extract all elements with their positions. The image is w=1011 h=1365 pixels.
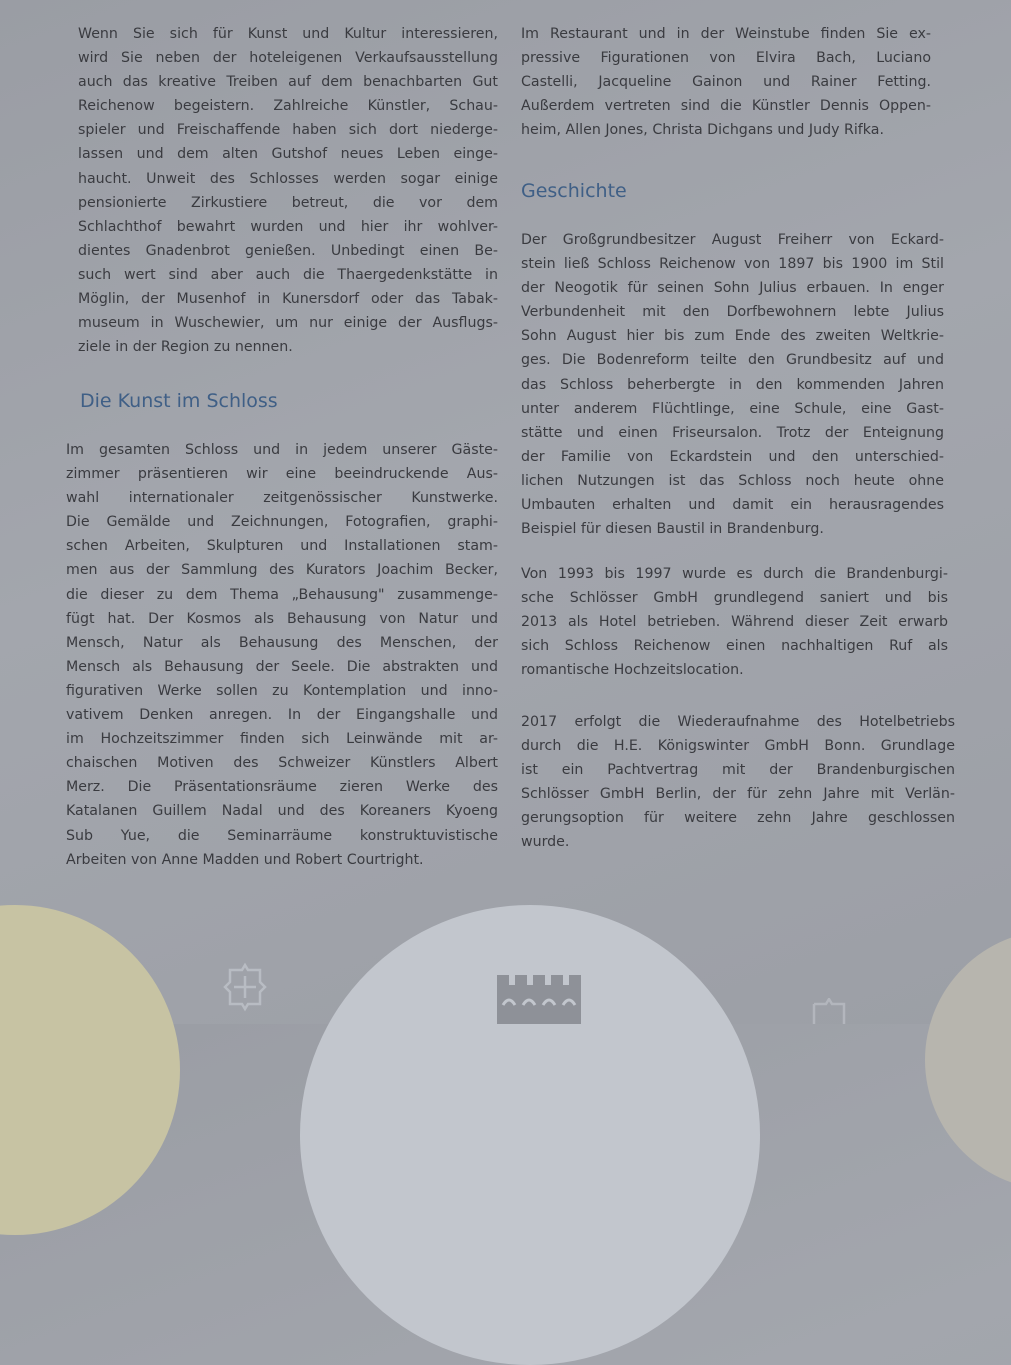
text-line: Beispiel für diesen Baustil in Brandenburg. bbox=[521, 521, 824, 538]
text-line: dientes Gnadenbrot genießen. Unbedingt einen Be- bbox=[78, 242, 498, 259]
text-line: heim, Allen Jones, Christa Dichgans und Judy Rifka. bbox=[521, 122, 884, 139]
text-line: Umbauten erhalten und damit ein herausragendes bbox=[521, 497, 944, 514]
text-line: Sub Yue, die Seminarräume konstruktuvistische bbox=[66, 827, 498, 844]
sanierung-paragraph bbox=[521, 562, 948, 682]
text-line: ges. Die Bodenreform teilte den Grundbesitz auf und bbox=[521, 352, 944, 369]
text-line: schen Arbeiten, Skulpturen und Installationen stam- bbox=[66, 538, 498, 555]
text-line: Von 1993 bis 1997 wurde es durch die Brandenburgi- bbox=[521, 566, 948, 582]
kunst-heading: Die Kunst im Schloss bbox=[80, 390, 278, 412]
text-line: Sohn August hier bis zum Ende des zweiten Weltkrie- bbox=[521, 328, 944, 345]
text-line: Mensch als Behausung der Seele. Die abstrakten und bbox=[66, 658, 498, 675]
text-line: haucht. Unweit des Schlosses werden sogar einige bbox=[78, 170, 498, 187]
text-line: Merz. Die Präsentationsräume zieren Werke des bbox=[66, 779, 498, 796]
text-line: im Hochzeitszimmer finden sich Leinwände mit ar- bbox=[66, 731, 498, 748]
text-line: lassen und dem alten Gutshof neues Leben einge- bbox=[78, 146, 498, 163]
text-line: vativem Denken anregen. In der Eingangshalle und bbox=[66, 707, 498, 724]
text-line: 2017 erfolgt die Wiederaufnahme des Hotelbetriebs bbox=[521, 714, 955, 730]
text-line: Reichenow begeistern. Zahlreiche Künstler, Schau- bbox=[78, 98, 498, 115]
intro-paragraph bbox=[78, 22, 498, 359]
text-line: der Familie von Eckardstein und den unterschied- bbox=[521, 448, 944, 465]
text-line: Der Großgrundbesitzer August Freiherr von Eckard- bbox=[521, 232, 944, 248]
text-line: fügt hat. Der Kosmos als Behausung von Natur und bbox=[66, 610, 498, 627]
text-line: lichen Nutzungen ist das Schloss noch heute ohne bbox=[521, 472, 944, 489]
tower-icon bbox=[497, 975, 581, 1024]
crest-icon bbox=[220, 962, 270, 1012]
text-line: auch das kreative Treiben auf dem benachbarten Gut bbox=[78, 74, 498, 91]
text-line: Wenn Sie sich für Kunst und Kultur interessieren, bbox=[78, 26, 498, 42]
text-line: museum in Wuschewier, um nur einige der Ausflugs- bbox=[78, 315, 498, 332]
text-line: Möglin, der Musenhof in Kunersdorf oder das Tabak- bbox=[78, 291, 498, 308]
text-line: die dieser zu dem Thema „Behausung" zusammenge- bbox=[66, 586, 498, 603]
text-line: wird Sie neben der hoteleigenen Verkaufsausstellung bbox=[78, 50, 498, 67]
text-line: chaischen Motiven des Schweizer Künstlers Albert bbox=[66, 755, 498, 772]
geschichte-paragraph bbox=[521, 228, 944, 541]
text-line: Außerdem vertreten sind die Künstler Dennis Oppen- bbox=[521, 98, 931, 115]
text-line: Arbeiten von Anne Madden und Robert Courtright. bbox=[66, 851, 424, 868]
photo-circle-left bbox=[0, 905, 180, 1235]
text-line: Katalanen Guillem Nadal und des Koreaners Kyoeng bbox=[66, 803, 498, 820]
kunst-paragraph bbox=[66, 438, 498, 872]
restaurant-paragraph bbox=[521, 22, 931, 142]
text-line: Castelli, Jacqueline Gainon und Rainer Fetting. bbox=[521, 74, 931, 91]
text-line: zimmer präsentieren wir eine beeindruckende Aus- bbox=[66, 466, 498, 483]
text-line: Verbundenheit mit den Dorfbewohnern lebte Julius bbox=[521, 304, 944, 321]
text-line: Mensch, Natur als Behausung des Menschen, der bbox=[66, 634, 498, 651]
text-line: Im gesamten Schloss und in jedem unserer Gäste- bbox=[66, 442, 498, 458]
text-line: Im Restaurant und in der Weinstube finden Sie ex- bbox=[521, 26, 931, 42]
crest-icon bbox=[806, 998, 856, 1024]
text-line: pensionierte Zirkustiere betreut, die vor dem bbox=[78, 194, 498, 211]
text-line: stätte und einen Friseursalon. Trotz der Enteignung bbox=[521, 424, 944, 441]
text-line: men aus der Sammlung des Kurators Joachim Becker, bbox=[66, 562, 498, 579]
text-line: figurativen Werke sollen zu Kontemplation und inno- bbox=[66, 682, 498, 699]
text-line: wahl internationaler zeitgenössischer Kunstwerke. bbox=[66, 490, 498, 507]
text-line: wurde. bbox=[521, 834, 570, 851]
text-line: gerungsoption für weitere zehn Jahre geschlossen bbox=[521, 810, 955, 827]
text-line: pressive Figurationen von Elvira Bach, Luciano bbox=[521, 50, 931, 67]
photo-circle-right bbox=[925, 930, 1011, 1190]
text-line: ist ein Pachtvertrag mit der Brandenburgischen bbox=[521, 762, 955, 779]
text-line: 2013 als Hotel betrieben. Während dieser Zeit erwarb bbox=[521, 614, 948, 631]
text-line: spieler und Freischaffende haben sich dort niederge- bbox=[78, 122, 498, 139]
text-line: stein ließ Schloss Reichenow von 1897 bis 1900 im Stil bbox=[521, 256, 944, 273]
center-circle bbox=[300, 905, 760, 1365]
text-line: durch die H.E. Königswinter GmbH Bonn. Grundlage bbox=[521, 738, 955, 755]
text-line: unter anderem Flüchtlinge, eine Schule, eine Gast- bbox=[521, 400, 944, 417]
text-line: sich Schloss Reichenow einen nachhaltigen Ruf als bbox=[521, 638, 948, 655]
geschichte-heading: Geschichte bbox=[521, 180, 627, 202]
text-line: das Schloss beherbergte in den kommenden Jahren bbox=[521, 376, 944, 393]
wiederaufnahme-paragraph bbox=[521, 710, 955, 855]
text-line: der Neogotik für seinen Sohn Julius erbauen. In enger bbox=[521, 280, 944, 297]
text-line: ziele in der Region zu nennen. bbox=[78, 339, 293, 356]
text-line: sche Schlösser GmbH grundlegend saniert und bis bbox=[521, 590, 948, 607]
text-line: such wert sind aber auch die Thaergedenkstätte in bbox=[78, 266, 498, 283]
text-line: Die Gemälde und Zeichnungen, Fotografien, graphi- bbox=[66, 514, 498, 531]
text-line: Schlösser GmbH Berlin, der für zehn Jahre mit Verlän- bbox=[521, 786, 955, 803]
text-line: Schlachthof bewahrt wurden und hier ihr wohlver- bbox=[78, 218, 498, 235]
text-line: romantische Hochzeitslocation. bbox=[521, 662, 744, 679]
